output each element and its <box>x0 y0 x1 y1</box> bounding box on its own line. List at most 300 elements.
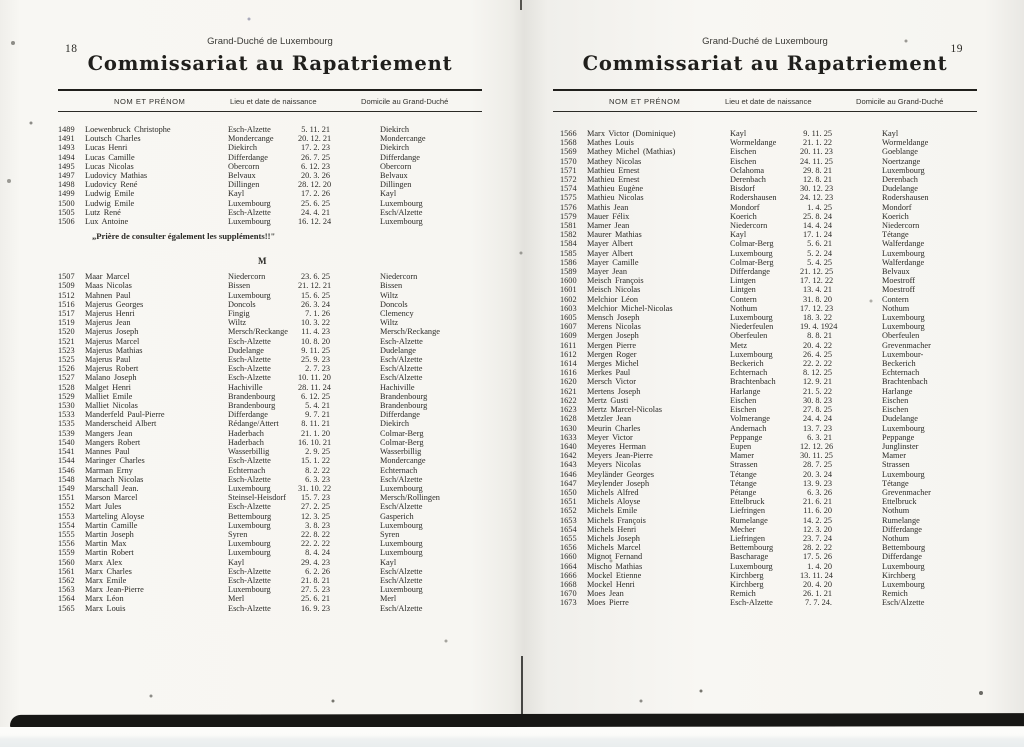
entry-number: 1576 <box>560 202 577 212</box>
table-row <box>560 230 977 239</box>
entry-birthdate: 28. 7. 25 <box>802 460 832 470</box>
entry-name: Ludwig Emile <box>85 189 135 199</box>
table-row <box>560 276 977 285</box>
entry-name: Martin Joseph <box>85 529 134 539</box>
entry-domicile: Niedercorn <box>380 272 418 282</box>
entry-domicile: Brachtenbach <box>882 377 928 387</box>
table-row <box>560 534 977 543</box>
table-row <box>560 285 977 294</box>
entry-birthplace: Luxembourg <box>730 349 773 359</box>
entry-domicile: Doncols <box>380 299 408 309</box>
entry-number: 1498 <box>58 180 75 190</box>
entry-number: 1563 <box>58 585 75 595</box>
table-row <box>58 493 482 502</box>
entry-birthdate: 27. 8. 25 <box>802 405 832 415</box>
table-row <box>560 138 977 147</box>
scan-book-edge <box>10 713 1024 728</box>
table-row <box>560 341 977 350</box>
entry-birthplace: Contern <box>730 294 757 304</box>
entry-birthplace: Brandenbourg <box>228 401 276 411</box>
entry-domicile: Luxembourg <box>380 198 423 208</box>
entry-birthplace: Kirchberg <box>730 570 764 580</box>
entry-number: 1548 <box>58 474 75 484</box>
entry-birthplace: Esch-Alzette <box>228 575 271 585</box>
table-row <box>58 567 482 576</box>
entry-domicile: Mamer <box>882 451 906 461</box>
entry-birthplace: Lintgen <box>730 276 756 286</box>
entry-name: Mathey Nicolas <box>587 156 642 166</box>
entry-birthplace: Kayl <box>228 557 245 567</box>
entry-number: 1643 <box>560 460 577 470</box>
entry-name: Meyeres Herman <box>587 441 646 451</box>
entry-birthdate: 13. 9. 23 <box>802 478 832 488</box>
entry-number: 1552 <box>58 502 75 512</box>
entry-domicile: Belvaux <box>882 267 910 277</box>
entry-birthdate: 24. 4. 24 <box>802 414 832 424</box>
entry-birthplace: Haderbach <box>228 428 264 438</box>
entry-birthdate: 21. 8. 21 <box>300 575 330 585</box>
table-rows <box>560 129 977 608</box>
entry-number: 1562 <box>58 575 75 585</box>
entry-birthplace: Esch-Alzette <box>228 364 271 374</box>
entry-domicile: Luxembourg <box>882 561 925 571</box>
entry-birthdate: 29. 4. 23 <box>300 557 330 567</box>
entry-domicile: Wasserbillig <box>380 447 422 457</box>
entry-domicile: Nothum <box>882 506 910 516</box>
entry-number: 1589 <box>560 267 577 277</box>
entry-birthdate: 16. 12. 24 <box>298 217 332 227</box>
entry-birthdate: 5. 4. 25 <box>807 257 832 267</box>
entry-number: 1652 <box>560 506 577 516</box>
entry-birthplace: Diekirch <box>228 143 258 153</box>
entry-birthdate: 5. 11. 21 <box>301 125 330 134</box>
entry-domicile: Mersch/Rollingen <box>380 493 440 503</box>
table-row <box>58 548 482 557</box>
entry-number: 1602 <box>560 294 577 304</box>
entry-number: 1585 <box>560 248 577 258</box>
entry-number: 1523 <box>58 345 75 355</box>
entry-domicile: Luxembourg <box>882 165 925 175</box>
table-row <box>560 267 977 276</box>
entry-name: Majerus Paul <box>85 355 131 365</box>
entry-name: Metzler Jean <box>587 414 632 424</box>
entry-birthplace: Luxembourg <box>228 539 271 549</box>
entry-name: Michels Emile <box>587 506 638 516</box>
entry-name: Ludovicy René <box>85 180 138 190</box>
entry-domicile: Esch/Alzette <box>380 566 423 576</box>
entry-birthdate: 20. 11. 23 <box>800 147 833 157</box>
entry-number: 1666 <box>560 570 577 580</box>
entry-domicile: Belvaux <box>380 171 408 181</box>
entry-domicile: Merl <box>380 594 397 604</box>
entry-birthdate: 2. 9. 25 <box>305 447 330 457</box>
entry-name: Michels Alfred <box>587 487 639 497</box>
entry-number: 1571 <box>560 165 577 175</box>
entry-domicile: Luxembourg <box>380 217 423 227</box>
table-row <box>58 162 482 171</box>
entry-name: Mockel Henri <box>587 579 635 589</box>
entry-number: 1622 <box>560 395 577 405</box>
entry-birthdate: 21. 1. 22 <box>802 138 832 148</box>
entry-number: 1651 <box>560 497 577 507</box>
table-row <box>58 153 482 162</box>
entry-name: Manderscheid Albert <box>85 419 157 429</box>
entry-birthdate: 9. 11. 25 <box>301 345 330 355</box>
entry-domicile: Luxembourg <box>882 248 925 258</box>
entry-domicile: Luxembourg <box>882 423 925 433</box>
entry-birthdate: 30. 11. 25 <box>800 451 833 461</box>
entry-birthplace: Wiltz <box>228 318 247 328</box>
entry-name: Moes Jean <box>587 589 624 599</box>
entry-birthplace: Mondorf <box>730 202 760 212</box>
entry-name: Majerus Mathias <box>85 345 143 355</box>
entry-name: Majerus Marcel <box>85 336 140 346</box>
entry-domicile: Derenbach <box>882 175 918 185</box>
entry-number: 1517 <box>58 309 75 319</box>
entry-domicile: Walferdange <box>882 257 925 267</box>
entry-birthplace: Esch-Alzette <box>228 456 271 466</box>
table-row <box>58 217 482 226</box>
table-row <box>58 199 482 208</box>
entry-birthdate: 15. 1. 22 <box>300 456 330 466</box>
entry-number: 1646 <box>560 469 577 479</box>
entry-birthplace: Esch-Alzette <box>228 355 271 365</box>
entry-birthdate: 12. 12. 26 <box>800 441 834 451</box>
entry-number: 1529 <box>58 391 75 401</box>
entry-number: 1621 <box>560 386 577 396</box>
entry-name: Ludovicy Mathias <box>85 171 148 181</box>
entry-number: 1495 <box>58 161 75 171</box>
entry-domicile: Nothum <box>882 303 910 313</box>
entry-birthplace: Kayl <box>730 129 747 138</box>
entry-number: 1656 <box>560 543 577 553</box>
entry-birthplace: Esch-Alzette <box>228 502 271 512</box>
entry-birthplace: Bisdorf <box>730 184 755 194</box>
entry-birthplace: Remich <box>730 589 756 599</box>
entry-domicile: Luxembourg <box>882 322 925 332</box>
entry-birthdate: 12. 3. 25 <box>300 511 330 521</box>
entry-birthdate: 30. 8. 23 <box>802 395 832 405</box>
entry-domicile: Luxembourg <box>380 585 423 595</box>
column-header-birth: Lieu et date de naissance <box>230 97 317 106</box>
table-row <box>560 157 977 166</box>
entry-birthplace: Volmerange <box>730 414 770 424</box>
entry-birthdate: 17. 1. 24 <box>802 230 832 240</box>
entry-number: 1640 <box>560 441 577 451</box>
entry-birthplace: Andernach <box>730 423 767 433</box>
entry-birthdate: 15. 7. 23 <box>300 493 330 503</box>
scan-binding-line <box>521 656 523 716</box>
header-country: Grand-Duché de Luxembourg <box>207 36 333 47</box>
table-body <box>553 129 977 608</box>
entry-number: 1528 <box>58 382 75 392</box>
entry-birthplace: Luxembourg <box>228 198 271 208</box>
entry-birthdate: 20. 3. 26 <box>300 171 330 181</box>
entry-name: Manderfeld Paul-Pierre <box>85 410 165 420</box>
entry-name: Majerus Henri <box>85 309 135 319</box>
entry-name: Lucas Henri <box>85 143 128 153</box>
entry-number: 1555 <box>58 529 75 539</box>
entry-birthdate: 25. 8. 24 <box>802 211 832 221</box>
table-row <box>58 355 482 364</box>
entry-domicile: Peppange <box>882 432 915 442</box>
entry-domicile: Luxembourg <box>380 520 423 530</box>
entry-birthplace: Echternach <box>228 465 266 475</box>
entry-domicile: Goeblange <box>882 147 918 157</box>
entry-name: Merges Michel <box>587 359 639 369</box>
column-header-domicile: Domicile au Grand-Duché <box>361 97 449 106</box>
entry-domicile: Colmar-Berg <box>380 437 424 447</box>
entry-name: Lucas Nicolas <box>85 161 134 171</box>
entry-number: 1605 <box>560 313 577 323</box>
entry-birthplace: Kayl <box>730 230 747 240</box>
table-row <box>560 166 977 175</box>
entry-domicile: Bissen <box>380 281 403 291</box>
table-row <box>560 396 977 405</box>
table-row <box>58 429 482 438</box>
entry-birthplace: Belvaux <box>228 171 256 181</box>
entry-birthplace: Harlange <box>730 386 761 396</box>
table-row <box>560 129 977 138</box>
table-row <box>58 300 482 309</box>
entry-domicile: Grevenmacher <box>882 487 931 497</box>
entry-birthplace: Wormeldange <box>730 138 777 148</box>
entry-name: Marx Charles <box>85 566 132 576</box>
entry-name: Marx Jean-Pierre <box>85 585 144 595</box>
table-row <box>560 258 977 267</box>
entry-name: Marschall Jean. <box>85 483 139 493</box>
entry-domicile: Bettembourg <box>882 543 926 553</box>
entry-birthdate: 8. 8. 21 <box>807 331 832 341</box>
table-row <box>58 410 482 419</box>
entry-birthdate: 21. 12. 25 <box>800 267 834 277</box>
table-row <box>58 125 482 134</box>
entry-birthplace: Kayl <box>228 189 245 199</box>
entry-birthdate: 10. 3. 22 <box>300 318 330 328</box>
entry-birthplace: Luxembourg <box>228 217 271 227</box>
entry-number: 1612 <box>560 349 577 359</box>
entry-name: Merens Nicolas <box>587 322 641 332</box>
entry-birthplace: Brachtenbach <box>730 377 776 387</box>
entry-birthdate: 25. 6. 21 <box>300 594 330 604</box>
entry-birthdate: 7. 7. 24. <box>805 598 832 608</box>
table-row <box>560 295 977 304</box>
entry-birthplace: Kirchberg <box>730 579 764 589</box>
entry-birthplace: Eischen <box>730 395 757 405</box>
table-rows <box>58 125 482 226</box>
entry-domicile: Luxembourg <box>380 548 423 558</box>
entry-birthdate: 8. 4. 24 <box>305 548 330 558</box>
entry-birthplace: Esch-Alzette <box>228 373 271 383</box>
divider-rule <box>553 111 977 112</box>
table-row <box>560 304 977 313</box>
table-row <box>560 359 977 368</box>
entry-birthdate: 19. 4. 1924 <box>800 322 838 332</box>
entry-birthplace: Esch-Alzette <box>730 598 773 608</box>
entry-birthdate: 25. 6. 25 <box>300 198 330 208</box>
entry-name: Mayer Jean <box>587 267 627 277</box>
entry-birthplace: Derenbach <box>730 175 766 185</box>
entry-birthdate: 22. 8. 22 <box>300 529 330 539</box>
table-row <box>560 543 977 552</box>
entry-number: 1489 <box>58 125 75 134</box>
entry-birthdate: 20. 12. 21 <box>298 134 332 144</box>
entry-birthdate: 1. 4. 20 <box>807 561 832 571</box>
entry-number: 1530 <box>58 401 75 411</box>
entry-domicile: Niedercorn <box>882 221 920 231</box>
entry-domicile: Syren <box>380 529 400 539</box>
header-country: Grand-Duché de Luxembourg <box>702 36 828 47</box>
entry-birthplace: Bissen <box>228 281 251 291</box>
table-row <box>58 346 482 355</box>
entry-birthdate: 14. 4. 24 <box>802 221 832 231</box>
entry-number: 1633 <box>560 432 577 442</box>
table-row <box>560 212 977 221</box>
entry-birthdate: 14. 2. 25 <box>802 515 832 525</box>
entry-birthplace: Luxembourg <box>730 313 773 323</box>
entry-domicile: Brandenbourg <box>380 391 428 401</box>
entry-domicile: Grevenmacher <box>882 340 931 350</box>
entry-domicile: Diekirch <box>380 419 410 429</box>
entry-birthdate: 5. 4. 21 <box>305 401 330 411</box>
table-row <box>58 392 482 401</box>
entry-birthdate: 29. 8. 21 <box>802 165 832 175</box>
entry-name: Meylender Joseph <box>587 478 650 488</box>
entry-birthdate: 23. 6. 25 <box>300 272 330 282</box>
entry-name: Merkes Paul <box>587 368 631 378</box>
table-body <box>58 125 482 613</box>
table-row <box>560 322 977 331</box>
entry-domicile: Luxembourg <box>882 579 925 589</box>
entry-birthdate: 10. 8. 20 <box>300 336 330 346</box>
entry-name: Loewenbruck Christophe <box>85 125 171 134</box>
entry-number: 1525 <box>58 355 75 365</box>
entry-domicile: Moestroff <box>882 285 916 295</box>
entry-birthdate: 23. 7. 24 <box>802 533 832 543</box>
entry-number: 1568 <box>560 138 577 148</box>
entry-name: Lucas Camille <box>85 152 135 162</box>
entry-name: Mathieu Nicolas <box>587 193 644 203</box>
entry-domicile: Esch/Alzette <box>380 207 423 217</box>
entry-number: 1642 <box>560 451 577 461</box>
entry-birthplace: Colmar-Berg <box>730 257 774 267</box>
entry-name: Michels Henri <box>587 524 637 534</box>
entry-birthplace: Esch-Alzette <box>228 566 271 576</box>
entry-number: 1647 <box>560 478 577 488</box>
entry-birthdate: 26. 4. 25 <box>802 349 832 359</box>
entry-birthdate: 22. 2. 22 <box>802 359 832 369</box>
entry-birthdate: 17. 2. 23 <box>300 143 330 153</box>
table-row <box>560 147 977 156</box>
entry-domicile: Mondercange <box>380 456 426 466</box>
entry-number: 1544 <box>58 456 75 466</box>
entry-domicile: Noertzange <box>882 156 921 166</box>
entry-name: Mauer Félix <box>587 211 630 221</box>
entry-birthplace: Metz <box>730 340 748 350</box>
entry-domicile: Dudelange <box>380 345 416 355</box>
entry-domicile: Beckerich <box>882 359 916 369</box>
entry-birthplace: Luxembourg <box>228 483 271 493</box>
entry-number: 1574 <box>560 184 577 194</box>
entry-birthplace: Differdange <box>228 410 268 420</box>
entry-domicile: Esch/Alzette <box>380 373 423 383</box>
entry-domicile: Differdange <box>882 552 922 562</box>
entry-birthdate: 15. 6. 25 <box>300 290 330 300</box>
entry-number: 1609 <box>560 331 577 341</box>
entry-domicile: Tétange <box>882 478 909 488</box>
table-row <box>560 525 977 534</box>
entry-birthplace: Bascharage <box>730 552 769 562</box>
entry-domicile: Differdange <box>380 152 420 162</box>
table-row <box>560 184 977 193</box>
entry-name: Michels Aloyse <box>587 497 641 507</box>
table-row <box>560 589 977 598</box>
entry-name: Mensch Joseph <box>587 313 640 323</box>
entry-birthdate: 26. 7. 25 <box>300 152 330 162</box>
table-row <box>58 208 482 217</box>
entry-number: 1655 <box>560 533 577 543</box>
table-row <box>560 552 977 561</box>
table-row <box>560 460 977 469</box>
column-header-name: NOM ET PRÉNOM <box>609 97 681 106</box>
entry-domicile: Mersch/Reckange <box>380 327 440 337</box>
entry-number: 1541 <box>58 447 75 457</box>
entry-name: Majerus Robert <box>85 364 139 374</box>
entry-domicile: Esch/Alzette <box>380 364 423 374</box>
entry-birthplace: Fingig <box>228 309 250 319</box>
entry-birthplace: Luxembourg <box>228 585 271 595</box>
entry-name: Meyers Jean-Pierre <box>587 451 653 461</box>
table-row <box>58 383 482 392</box>
entry-number: 1549 <box>58 483 75 493</box>
table-row <box>560 239 977 248</box>
divider-rule <box>58 111 482 112</box>
table-row <box>58 373 482 382</box>
table-row <box>560 203 977 212</box>
entry-number: 1664 <box>560 561 577 571</box>
entry-number: 1566 <box>560 129 577 138</box>
entry-number: 1560 <box>58 557 75 567</box>
entry-domicile: Strassen <box>882 460 910 470</box>
entry-domicile: Luxembourg <box>882 313 925 323</box>
entry-birthplace: Eupen <box>730 441 752 451</box>
entry-domicile: Esch/Alzette <box>380 575 423 585</box>
entry-number: 1564 <box>58 594 75 604</box>
entry-birthdate: 8. 12. 25 <box>802 368 832 378</box>
entry-domicile: Rumelange <box>882 515 920 525</box>
entry-name: Melchior Michel-Nicolas <box>587 303 673 313</box>
entry-domicile: Oberfeulen <box>882 331 920 341</box>
entry-birthplace: Differdange <box>730 267 770 277</box>
entry-birthdate: 1. 4. 25 <box>807 202 832 212</box>
table-row <box>58 272 482 281</box>
entry-number: 1575 <box>560 193 577 203</box>
entry-name: Marx Louis <box>85 603 126 613</box>
entry-birthdate: 31. 8. 20 <box>802 294 832 304</box>
entry-domicile: Rodershausen <box>882 193 929 203</box>
page-title: Commissariat au Rapatriement <box>582 52 948 75</box>
entry-domicile: Harlange <box>882 386 913 396</box>
entry-birthplace: Eischen <box>730 147 757 157</box>
column-header-birth: Lieu et date de naissance <box>725 97 812 106</box>
entry-domicile: Hachiville <box>380 382 415 392</box>
table-row <box>560 175 977 184</box>
table-row <box>58 134 482 143</box>
entry-number: 1581 <box>560 221 577 231</box>
entry-birthdate: 7. 1. 26 <box>305 309 330 319</box>
entry-name: Mangers Jean <box>85 428 133 438</box>
entry-birthplace: Beckerich <box>730 359 764 369</box>
